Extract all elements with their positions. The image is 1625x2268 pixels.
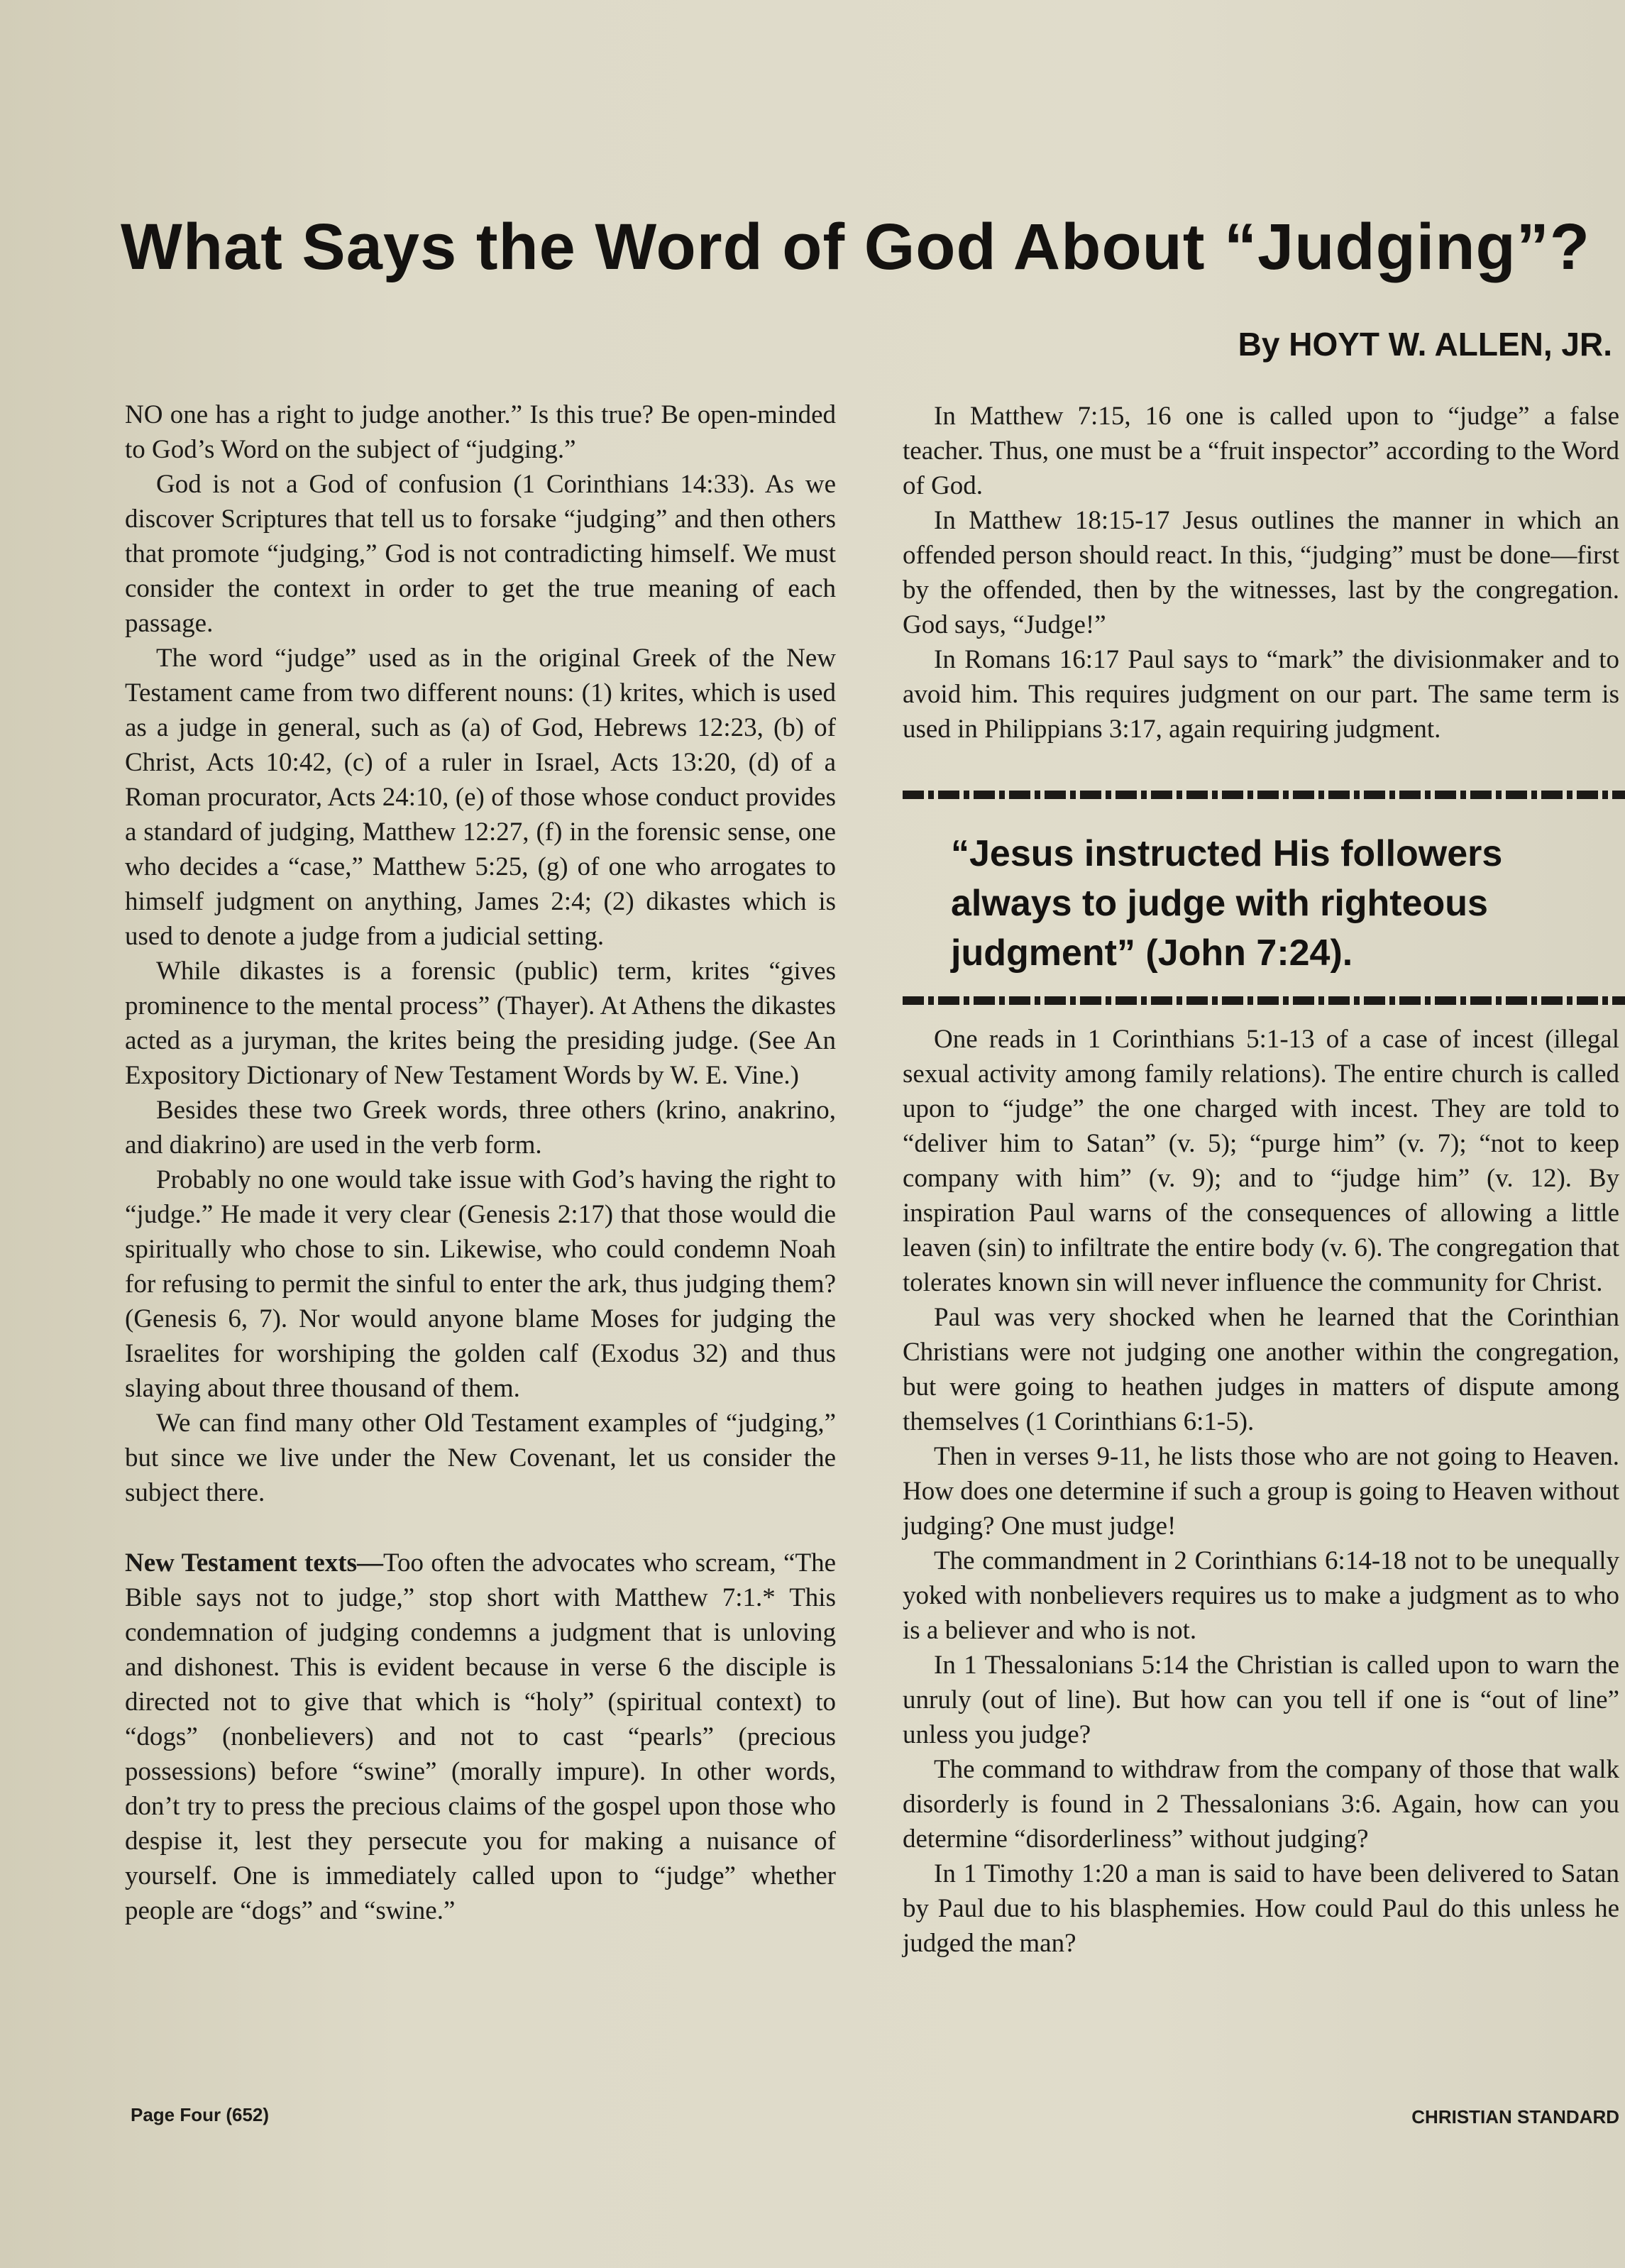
pull-quote-top-rule <box>903 791 1625 799</box>
body-paragraph: One reads in 1 Corinthians 5:1-13 of a case of incest (illegal sexual activity among family relations). The entire church is called upon to “judge” the one charged with incest. They are told to “deliver him to Satan” (v. 5); “purge him” (v. 7); “not to keep company with him” (v. 9); and to “judge him” (v. 12). By inspiration Paul warns of the consequences of allowing a little leaven (sin) to infiltrate the entire body (v. 6). The congregation that tolerates known sin will never influence the community for Christ. <box>903 1025 1619 1297</box>
section-text: Too often the advocates who scream, “The Bible says not to judge,” stop short with Matthew 7:1.* This condemnation of judging condemns a judgment that is unloving and dishonest. This is evident because in verse 6 the disciple is directed not to give that which is “holy” (spiritual context) to “dogs” (nonbelievers) and not to cast “pearls” (precious possessions) before “swine” (morally impure). In other words, don’t try to press the precious claims of the gospel upon those who despise it, lest they persecute you for making a nuisance of yourself. One is immediately called upon to “judge” whether people are “dogs” and “swine.” <box>125 1548 836 1925</box>
article-byline: By HOYT W. ALLEN, JR. <box>1238 326 1612 363</box>
right-column-bottom <box>903 1022 1619 1961</box>
body-paragraph: NO one has a right to judge another.” Is this true? Be open-minded to God’s Word on the subject of “judging.” <box>125 400 836 464</box>
pull-quote-bottom-rule <box>903 996 1625 1005</box>
section-heading: New Testament texts— <box>125 1548 383 1578</box>
right-column-top <box>903 399 1619 747</box>
body-paragraph: The word “judge” used as in the original Greek of the New Testament came from two different nouns: (1) krites, which is used as a judge in general, such as (a) of God, Hebrews 12:23, (b) of Christ, Acts 10:42, (c) of a ruler in Israel, Acts 13:20, (d) of a Roman procurator, Acts 24:10, (e) of those whose conduct provides a standard of judging, Matthew 12:27, (f) in the forensic sense, one who decides a “case,” Matthew 5:25, (g) of one who arrogates to himself judgment on anything, James 2:4; (2) dikastes which is used to denote a judge from a judicial setting. <box>125 644 836 951</box>
body-paragraph: Paul was very shocked when he learned that the Corinthian Christians were not judging one another within the congregation, but were going to heathen judges in matters of dispute among themselves (1 Corinthians 6:1-5). <box>903 1303 1619 1436</box>
section-gap <box>125 1510 836 1546</box>
body-paragraph: In 1 Timothy 1:20 a man is said to have been delivered to Satan by Paul due to his blasphemies. How could Paul do this unless he judged the man? <box>903 1859 1619 1958</box>
publication-name: CHRISTIAN STANDARD <box>1411 2106 1619 2127</box>
article-title: What Says the Word of God About “Judging”? <box>121 211 1590 283</box>
body-paragraph: Besides these two Greek words, three others (krino, anakrino, and diakrino) are used in the verb form. <box>125 1096 836 1160</box>
body-paragraph: In Matthew 18:15-17 Jesus outlines the manner in which an offended person should react. In this, “judging” must be done—first by the offended, then by the witnesses, last by the congregation. God says, “Judge!” <box>903 506 1619 639</box>
body-paragraph: We can find many other Old Testament examples of “judging,” but since we live under the New Covenant, let us consider the subject there. <box>125 1409 836 1507</box>
left-column <box>125 397 836 1928</box>
body-paragraph: In 1 Thessalonians 5:14 the Christian is called upon to warn the unruly (out of line). But how can you tell if one is “out of line” unless you judge? <box>903 1651 1619 1749</box>
body-paragraph: The command to withdraw from the company of those that walk disorderly is found in 2 Thessalonians 3:6. Again, how can you determine “disorderliness” without judging? <box>903 1755 1619 1854</box>
body-paragraph: God is not a God of confusion (1 Corinthians 14:33). As we discover Scriptures that tell us to forsake “judging” and then others that promote “judging,” God is not contradicting himself. We must consider the context in order to get the true meaning of each passage. <box>125 470 836 638</box>
body-paragraph: While dikastes is a forensic (public) term, krites “gives prominence to the mental process” (Thayer). At Athens the dikastes acted as a juryman, the krites being the presiding judge. (See An Expository Dictionary of New Testament Words by W. E. Vine.) <box>125 957 836 1090</box>
body-paragraph: In Romans 16:17 Paul says to “mark” the divisionmaker and to avoid him. This requires judgment on our part. The same term is used in Philippians 3:17, again requiring judgment. <box>903 645 1619 744</box>
page-number: Page Four (652) <box>131 2104 270 2125</box>
body-paragraph: Then in verses 9-11, he lists those who are not going to Heaven. How does one determine if such a group is going to Heaven without judging? One must judge! <box>903 1442 1619 1541</box>
body-paragraph: Probably no one would take issue with God’s having the right to “judge.” He made it very clear (Genesis 2:17) that those would die spiritually who chose to sin. Likewise, who could condemn Noah for refusing to permit the sinful to enter the ark, thus judging them? (Genesis 6, 7). Nor would anyone blame Moses for judging the Israelites for worshiping the golden calf (Exodus 32) and thus slaying about three thousand of them. <box>125 1165 836 1403</box>
pull-quote: “Jesus instructed His followers always to judge with righteous judgment” (John 7:24). <box>951 833 1503 974</box>
body-paragraph: The commandment in 2 Corinthians 6:14-18 not to be unequally yoked with nonbelievers requires us to make a judgment as to who is a believer and who is not. <box>903 1546 1619 1645</box>
body-paragraph: In Matthew 7:15, 16 one is called upon to “judge” a false teacher. Thus, one must be a “fruit inspector” according to the Word of God. <box>903 402 1619 500</box>
section-paragraph <box>125 1546 836 1928</box>
